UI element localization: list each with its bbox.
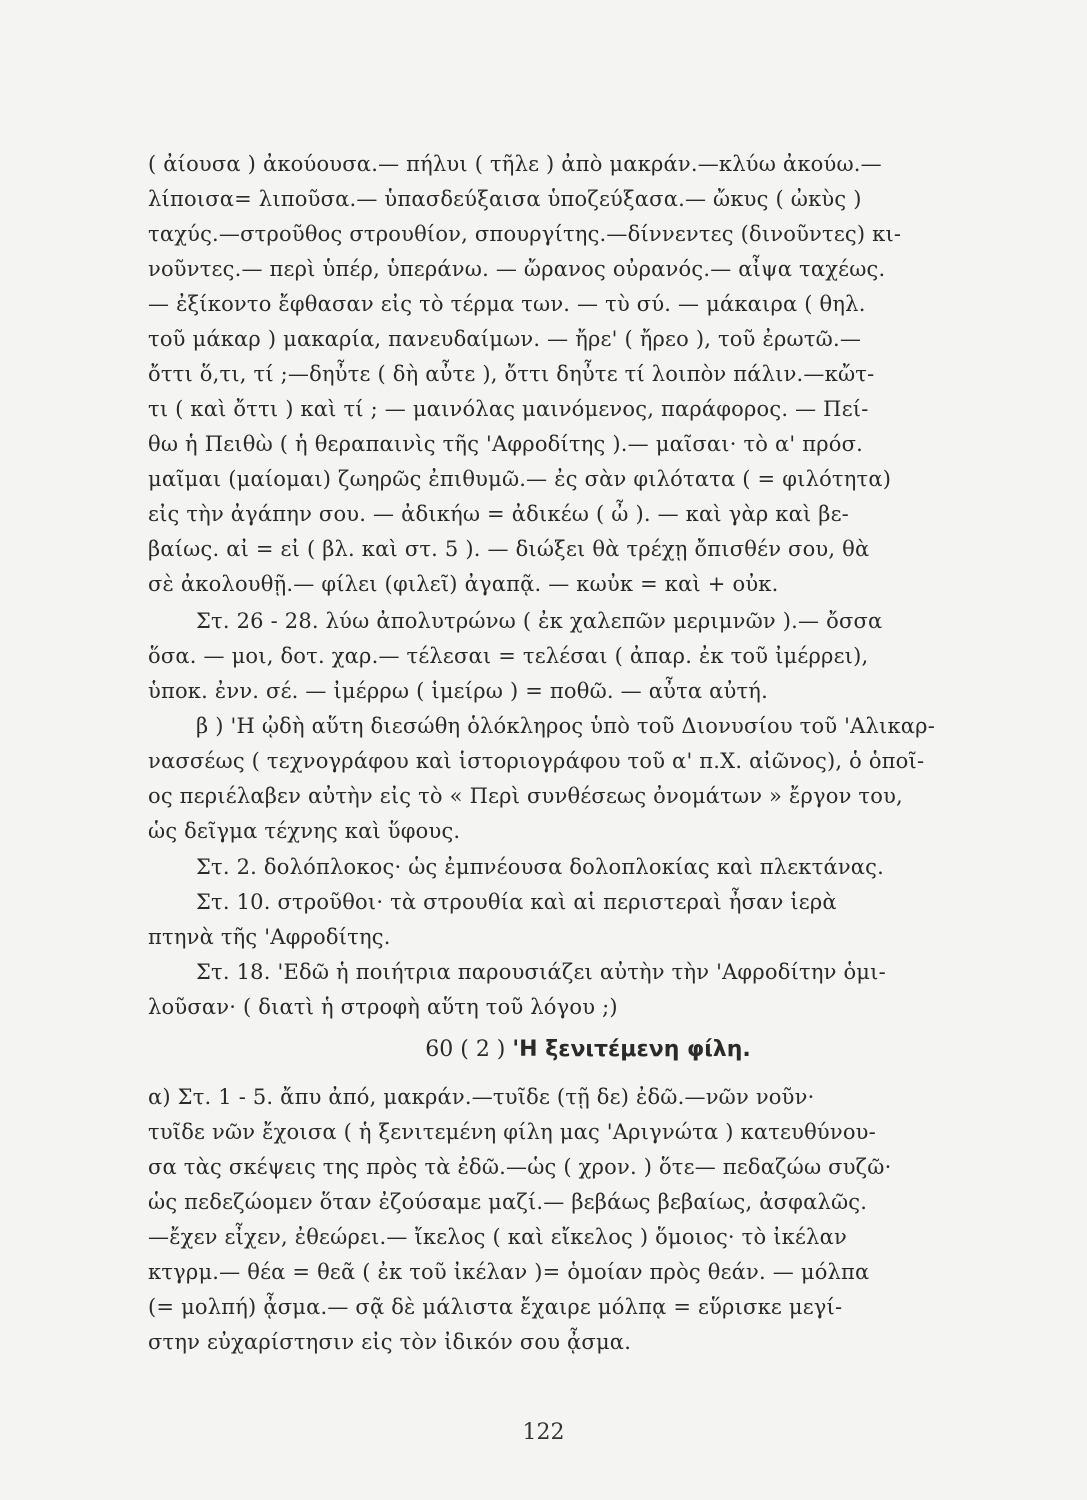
text-line: λίποισα= λιποῦσα.— ὑπασδεύξαισα ὑποζεύξασα.— ὤκυς ( ὠκὺς ): [148, 187, 862, 211]
text-line: λοῦσαν· ( διατὶ ἡ στροφὴ αὕτη τοῦ λόγου ;): [148, 995, 618, 1019]
text-line: τι ( καὶ ὄττι ) καὶ τί ; — μαινόλας μαινόμενος, παράφορος. — Πεί-: [148, 397, 869, 421]
text-line: ( ἀίουσα ) ἀκούουσα.— πήλυι ( τῆλε ) ἀπὸ μακράν.—κλύω ἀκούω.—: [148, 152, 882, 176]
text-line: θω ἡ Πειθὼ ( ἡ θεραπαινὶς τῆς 'Αφροδίτης ).— μαῖσαι· τὸ α' πρόσ.: [148, 432, 864, 456]
text-line: ὑποκ. ἐνν. σέ. — ἰμέρρω ( ἱμείρω ) = ποθῶ. — αὖτα αὐτή.: [148, 679, 768, 703]
text-line: τοῦ μάκαρ ) μακαρία, πανευδαίμων. — ἤρε' ( ἤρεο ), τοῦ ἐρωτῶ.—: [148, 327, 862, 351]
text-line: στην εὐχαρίστησιν εἰς τὸν ἰδικόν σου ᾆσμα.: [148, 1330, 632, 1354]
text-line: εἰς τὴν ἀγάπην σου. — ἀδικήω = ἀδικέω ( ὦ ). — καὶ γὰρ καὶ βε-: [148, 502, 849, 526]
text-line: β ) 'Η ᾠδὴ αὕτη διεσώθη ὁλόκληρος ὑπὸ τοῦ Διονυσίου τοῦ 'Αλικαρ-: [196, 714, 935, 738]
text-line: πτηνὰ τῆς 'Αφροδίτης.: [148, 925, 391, 949]
text-line: κτγρμ.— θέα = θεᾶ ( ἐκ τοῦ ἰκέλαν )= ὁμοίαν πρὸς θεάν. — μόλπα: [148, 1260, 870, 1284]
text-line: Στ. 26 - 28. λύω ἀπολυτρώνω ( ἐκ χαλεπῶν μεριμνῶν ).— ὄσσα: [196, 609, 883, 633]
section-heading: [148, 1036, 1028, 1064]
text-line: νασσέως ( τεχνογράφου καὶ ἱστοριογράφου τοῦ α' π.Χ. αἰῶνος), ὁ ὁποῖ-: [148, 749, 925, 773]
section-number: 60 ( 2 ): [425, 1037, 506, 1062]
text-line: (= μολπή) ᾆσμα.— σᾷ δὲ μάλιστα ἔχαιρε μόλπᾳ = εὕρισκε μεγί-: [148, 1295, 843, 1319]
text-line: Στ. 18. 'Εδῶ ἡ ποιήτρια παρουσιάζει αὐτὴν τὴν 'Αφροδίτην ὁμι-: [196, 960, 886, 984]
text-line: ταχύς.—στροῦθος στρουθίον, σπουργίτης.—δίννεντες (δινοῦντες) κι-: [148, 222, 902, 246]
text-line: βαίως. αἰ = εἰ ( βλ. καὶ στ. 5 ). — διώξει θὰ τρέχῃ ὄπισθέν σου, θὰ: [148, 537, 870, 561]
text-line: —ἔχεν εἶχεν, ἐθεώρει.— ἴκελος ( καὶ εἴκελος ) ὅμοιος· τὸ ἰκέλαν: [148, 1225, 847, 1249]
text-line: Στ. 10. στροῦθοι· τὰ στρουθία καὶ αἱ περιστεραὶ ἦσαν ἱερὰ: [196, 890, 837, 914]
text-line: Στ. 2. δολόπλοκος· ὡς ἐμπνέουσα δολοπλοκίας καὶ πλεκτάνας.: [196, 855, 885, 879]
page-number: 122: [522, 1420, 565, 1445]
text-line: ὡς πεδεζώομεν ὅταν ἐζούσαμε μαζί.— βεβάως βεβαίως, ἀσφαλῶς.: [148, 1190, 868, 1214]
text-line: ὡς δεῖγμα τέχνης καὶ ὕφους.: [148, 819, 461, 843]
text-line: ὄττι ὅ,τι, τί ;—δηὖτε ( δὴ αὖτε ), ὄττι δηὖτε τί λοιπὸν πάλιν.—κὤτ-: [148, 362, 875, 386]
text-line: — ἐξίκοντο ἔφθασαν εἰς τὸ τέρμα των. — τὺ σύ. — μάκαιρα ( θηλ.: [148, 292, 866, 316]
text-line: σὲ ἀκολουθῇ.— φίλει (φιλεῖ) ἀγαπᾷ. — κωὐκ = καὶ + οὐκ.: [148, 572, 779, 596]
text-line: ὅσα. — μοι, δοτ. χαρ.— τέλεσαι = τελέσαι ( ἀπαρ. ἐκ τοῦ ἰμέρρει),: [148, 644, 869, 668]
section-title: 'Η ξενιτέμενη φίλη.: [512, 1037, 751, 1062]
text-line: μαῖμαι (μαίομαι) ζωηρῶς ἐπιθυμῶ.— ἐς σὰν φιλότατα ( = φιλότητα): [148, 467, 892, 491]
text-line: νοῦντες.— περὶ ὑπέρ, ὑπεράνω. — ὤρανος οὐρανός.— αἶψα ταχέως.: [148, 257, 886, 281]
text-line: τυῖδε νῶν ἔχοισα ( ἡ ξενιτεμένη φίλη μας 'Αριγνώτα ) κατευθύνου-: [148, 1120, 876, 1144]
text-line: α) Στ. 1 - 5. ἄπυ ἀπό, μακράν.—τυῖδε (τῇ δε) ἐδῶ.—νῶν νοῦν·: [148, 1085, 815, 1109]
text-line: ος περιέλαβεν αὐτὴν εἰς τὸ « Περὶ συνθέσεως ὀνομάτων » ἔργον του,: [148, 784, 903, 808]
text-line: σα τὰς σκέψεις της πρὸς τὰ ἐδῶ.—ὡς ( χρον. ) ὅτε— πεδαζώω συζῶ·: [148, 1155, 892, 1179]
